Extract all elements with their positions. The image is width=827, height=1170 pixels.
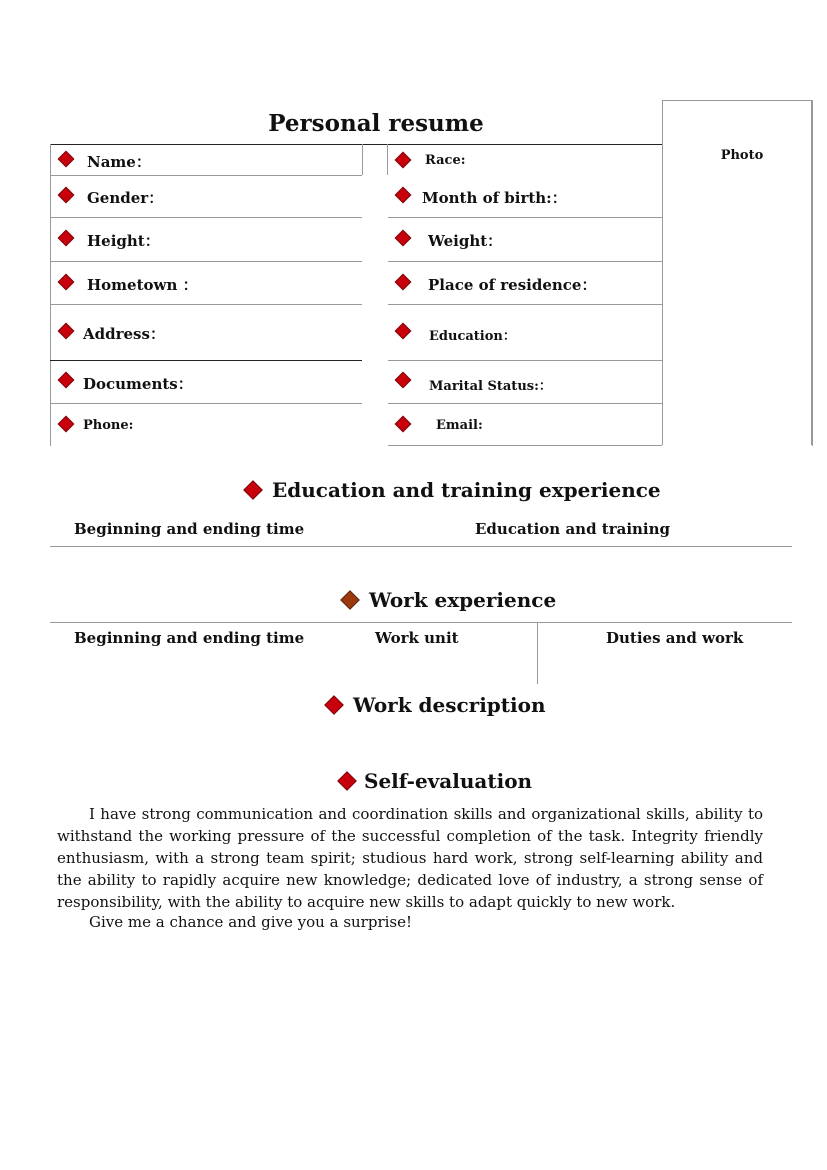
- bullet-diamond-icon: [396, 373, 410, 387]
- photo-right-border: [812, 100, 813, 446]
- education-col-time: Beginning and ending time: [74, 520, 305, 538]
- section-diamond-icon: [326, 697, 343, 714]
- field-documents[interactable]: Documents：: [83, 375, 193, 393]
- row-divider: [50, 360, 362, 361]
- education-section-title: Education and training experience: [272, 478, 661, 502]
- bullet-diamond-icon: [59, 152, 73, 166]
- field-education[interactable]: Education：: [429, 329, 516, 344]
- self-evaluation-paragraph: I have strong communication and coordination skills and organizational skills, ability to withstand the working pressure of the successful completion of the task. Integrity friendly enthusiasm, with a strong team spirit; studious hard work, strong self-learning ability and the ability to rapidly acquire new knowledge; dedicated love of industry, a strong sense of responsibility, with the ability to acquire new skills to adapt quickly to new work.: [57, 805, 763, 911]
- grid-name-right-border: [362, 144, 363, 175]
- work-col-duties: Duties and work: [606, 629, 744, 647]
- row-divider: [50, 261, 362, 262]
- bullet-diamond-icon: [396, 188, 410, 202]
- row-divider: [388, 304, 662, 305]
- photo-label: Photo: [720, 148, 764, 163]
- field-marital-status[interactable]: Marital Status:：: [429, 379, 552, 394]
- work-table-divider: [537, 622, 538, 684]
- row-divider: [50, 217, 362, 218]
- bullet-diamond-icon: [59, 188, 73, 202]
- page-title: Personal resume: [268, 110, 484, 137]
- field-phone[interactable]: Phone:: [83, 418, 134, 433]
- row-divider: [50, 403, 362, 404]
- self-evaluation-title: Self-evaluation: [364, 769, 533, 793]
- field-name[interactable]: Name：: [87, 153, 151, 171]
- row-divider: [50, 304, 362, 305]
- row-divider: [388, 360, 662, 361]
- bullet-diamond-icon: [59, 231, 73, 245]
- field-month-of-birth[interactable]: Month of birth:：: [422, 189, 567, 207]
- bullet-diamond-icon: [396, 417, 410, 431]
- field-place-of-residence[interactable]: Place of residence：: [428, 276, 597, 294]
- field-email[interactable]: Email:: [436, 418, 483, 433]
- bullet-diamond-icon: [59, 373, 73, 387]
- row-divider: [388, 261, 662, 262]
- grid-race-left-border: [387, 144, 388, 175]
- row-divider: [388, 403, 662, 404]
- title-underline: [50, 144, 662, 145]
- field-address[interactable]: Address：: [83, 325, 165, 343]
- work-section-title: Work experience: [369, 588, 557, 612]
- bullet-diamond-icon: [396, 153, 410, 167]
- field-height[interactable]: Height：: [87, 232, 160, 250]
- field-gender[interactable]: Gender：: [87, 189, 164, 207]
- self-evaluation-closing: Give me a chance and give you a surprise!: [89, 913, 413, 931]
- section-diamond-icon: [339, 773, 356, 790]
- field-weight[interactable]: Weight：: [428, 232, 503, 250]
- bullet-diamond-icon: [59, 417, 73, 431]
- education-table-divider: [50, 546, 792, 547]
- section-diamond-icon: [342, 592, 359, 609]
- work-col-time: Beginning and ending time: [74, 629, 305, 647]
- bullet-diamond-icon: [396, 231, 410, 245]
- row-divider: [388, 217, 662, 218]
- education-col-training: Education and training: [475, 520, 671, 538]
- work-col-unit: Work unit: [375, 629, 459, 647]
- section-diamond-icon: [245, 482, 262, 499]
- row-divider: [50, 175, 362, 176]
- grid-left-border: [50, 144, 51, 446]
- field-race[interactable]: Race:: [425, 153, 466, 168]
- bullet-diamond-icon: [396, 324, 410, 338]
- bullet-diamond-icon: [59, 324, 73, 338]
- work-table-top: [50, 622, 792, 623]
- row-divider: [388, 445, 662, 446]
- bullet-diamond-icon: [396, 275, 410, 289]
- bullet-diamond-icon: [59, 275, 73, 289]
- work-description-title: Work description: [353, 693, 546, 717]
- field-hometown[interactable]: Hometown ：: [87, 276, 198, 294]
